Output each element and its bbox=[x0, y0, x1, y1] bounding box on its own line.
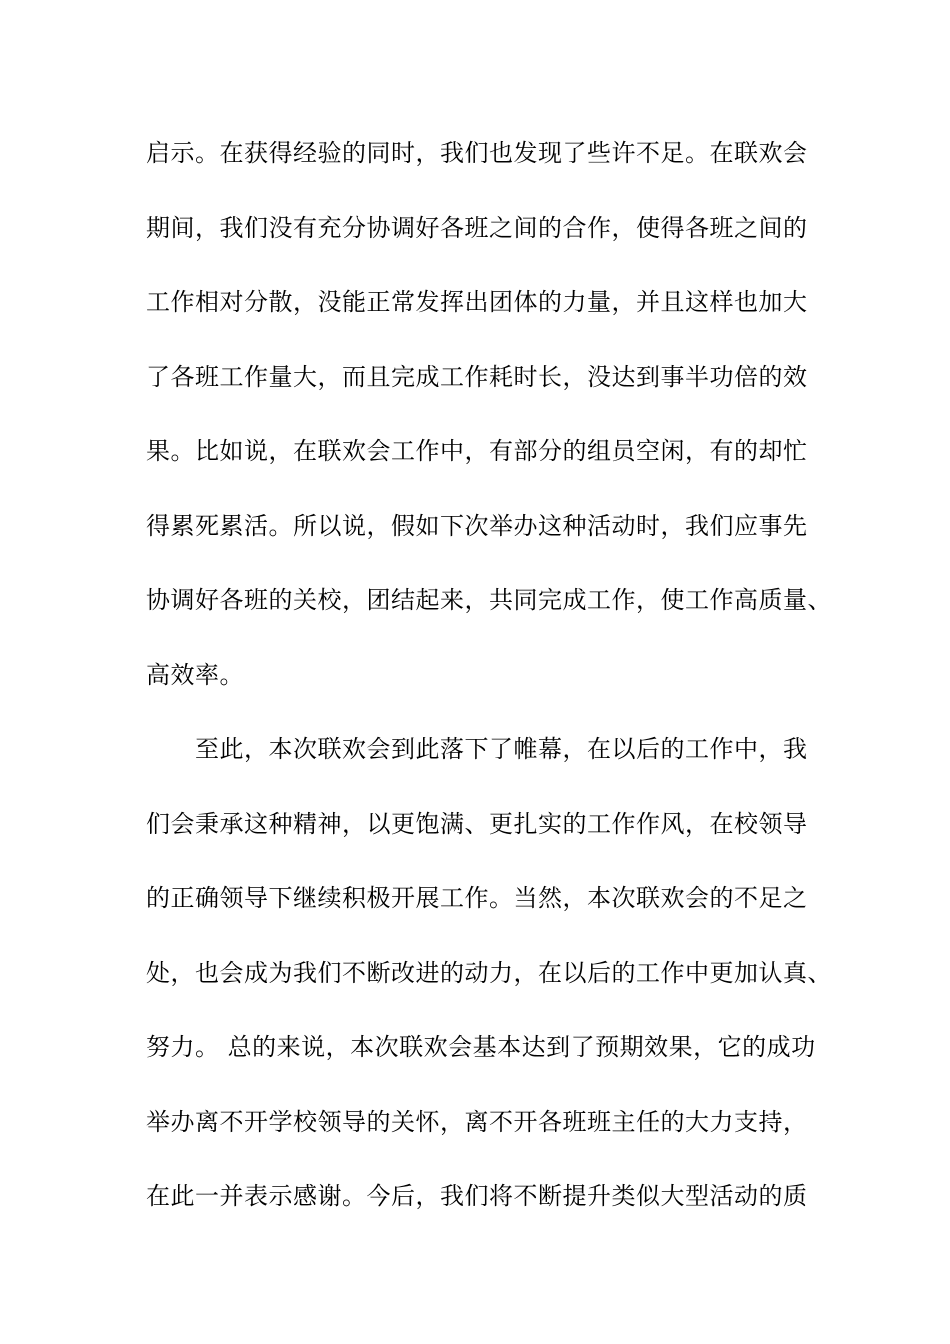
text-line: 举办离不开学校领导的关怀，离不开各班班主任的大力支持， bbox=[146, 1107, 808, 1136]
text-line: 处，也会成为我们不断改进的动力，在以后的工作中更加认真、 bbox=[146, 958, 832, 987]
text-line: 期间，我们没有充分协调好各班之间的合作，使得各班之间的 bbox=[146, 213, 808, 242]
text-line: 的正确领导下继续积极开展工作。当然，本次联欢会的不足之 bbox=[146, 884, 808, 912]
text-line: 高效率。 bbox=[146, 660, 244, 689]
text-line: 们会秉承这种精神，以更饱满、更扎实的工作作风，在校领导 bbox=[146, 809, 808, 838]
text-line: 了各班工作量大，而且完成工作耗时长，没达到事半功倍的效 bbox=[146, 362, 808, 391]
text-line: 在此一并表示感谢。今后，我们将不断提升类似大型活动的质 bbox=[146, 1182, 808, 1210]
text-line: 努力。 总的来说，本次联欢会基本达到了预期效果，它的成功 bbox=[146, 1033, 816, 1061]
body-text bbox=[146, 125, 832, 1243]
text-line: 启示。在获得经验的同时，我们也发现了些许不足。在联欢会 bbox=[146, 139, 808, 167]
text-line: 至此，本次联欢会到此落下了帷幕，在以后的工作中，我 bbox=[146, 735, 808, 763]
text-line: 果。比如说，在联欢会工作中，有部分的组员空闲，有的却忙 bbox=[146, 437, 808, 465]
text-line: 协调好各班的关校，团结起来，共同完成工作，使工作高质量、 bbox=[146, 586, 832, 614]
text-line: 得累死累活。所以说，假如下次举办这种活动时，我们应事先 bbox=[146, 511, 808, 540]
text-line: 工作相对分散，没能正常发挥出团体的力量，并且这样也加大 bbox=[146, 288, 808, 316]
